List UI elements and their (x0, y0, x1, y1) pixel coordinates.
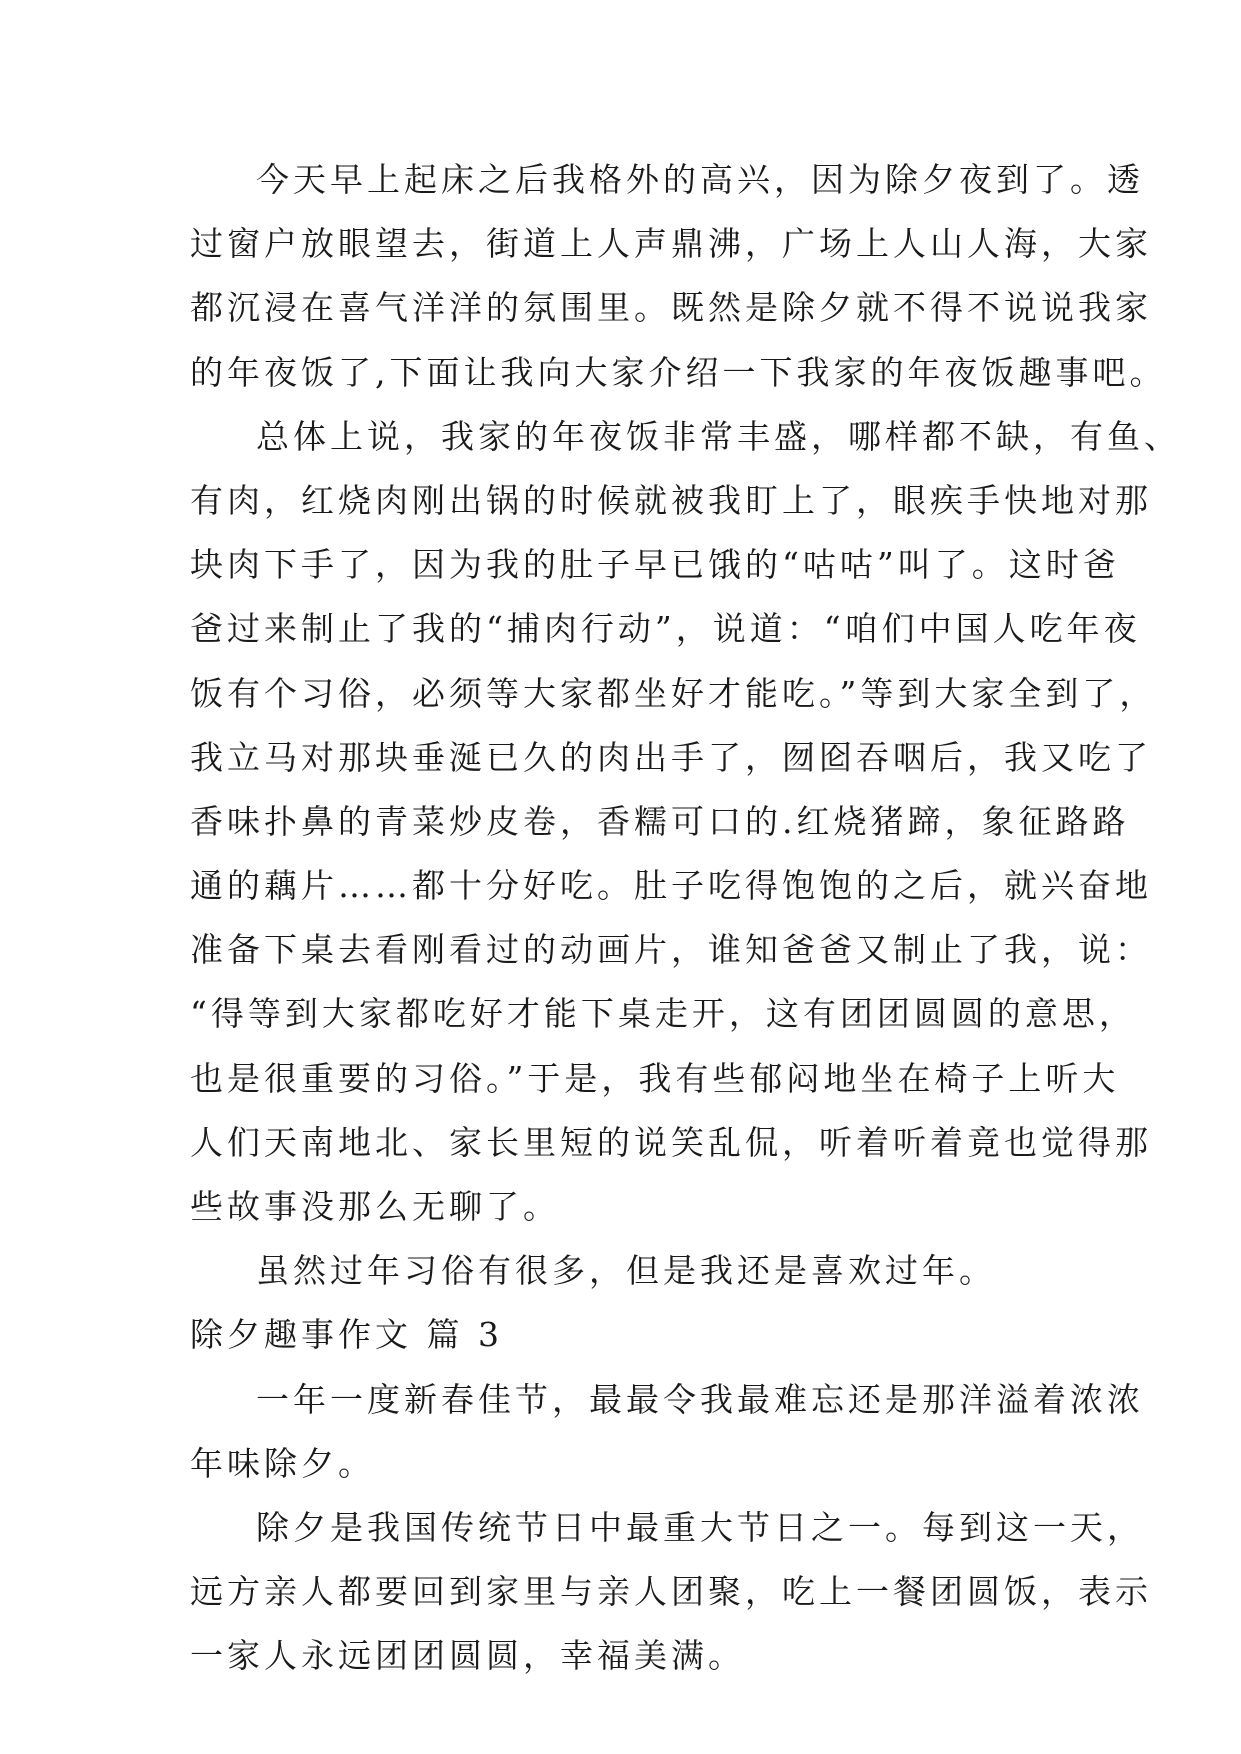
text-line: 饭有个习俗，必须等大家都坐好才能吃。”等到大家全到了， (190, 673, 1157, 713)
text-line: 也是很重要的习俗。”于是，我有些郁闷地坐在椅子上听大 (190, 1058, 1120, 1098)
text-line: 今天早上起床之后我格外的高兴，因为除夕夜到了。透 (256, 160, 1144, 199)
text-line: 通的藕片……都十分好吃。肚子吃得饱饱的之后，就兴奋地 (190, 866, 1152, 906)
text-line: 一年一度新春佳节，最最令我最难忘还是那洋溢着浓浓 (256, 1379, 1144, 1419)
text-line: 远方亲人都要回到家里与亲人团聚，吃上一餐团圆饭，表示 (190, 1572, 1152, 1612)
text-line: “得等到大家都吃好才能下桌走开，这有团团圆圆的意思， (190, 994, 1136, 1034)
text-line: 些故事没那么无聊了。 (190, 1187, 560, 1226)
text-line: 有肉，红烧肉刚出锅的时候就被我盯上了，眼疾手快地对那 (190, 480, 1152, 520)
text-line: 年味除夕。 (190, 1443, 375, 1483)
text-line: 总体上说，我家的年夜饭非常丰盛，哪样都不缺，有鱼、 (256, 416, 1181, 456)
text-line: 除夕是我国传统节日中最重大节日之一。每到这一天， (256, 1507, 1144, 1547)
text-line: 一家人永远团团圆圆，幸福美满。 (190, 1636, 745, 1676)
text-line: 爸过来制止了我的“捕肉行动”，说道：“咱们中国人吃年夜 (190, 609, 1141, 649)
text-line: 虽然过年习俗有很多，但是我还是喜欢过年。 (256, 1251, 996, 1291)
text-line: 块肉下手了，因为我的肚子早已饿的“咕咕”叫了。这时爸 (190, 545, 1120, 585)
text-line: 人们天南地北、家长里短的说笑乱侃，听着听着竟也觉得那 (190, 1122, 1152, 1162)
text-line: 的年夜饭了,下面让我向大家介绍一下我家的年夜饭趣事吧。 (190, 352, 1167, 392)
text-line: 香味扑鼻的青菜炒皮卷，香糯可口的.红烧猪蹄，象征路路 (190, 801, 1130, 841)
text-line: 我立马对那块垂涎已久的肉出手了，囫囵吞咽后，我又吃了 (190, 737, 1152, 777)
text-line: 准备下桌去看刚看过的动画片，谁知爸爸又制止了我，说： (190, 930, 1152, 970)
text-line: 过窗户放眼望去，街道上人声鼎沸，广场上人山人海，大家 (190, 224, 1152, 264)
section-heading: 除夕趣事作文 篇 3 (190, 1315, 503, 1355)
document-body (190, 148, 1181, 1689)
text-line: 都沉浸在喜气洋洋的氛围里。既然是除夕就不得不说说我家 (190, 288, 1152, 328)
